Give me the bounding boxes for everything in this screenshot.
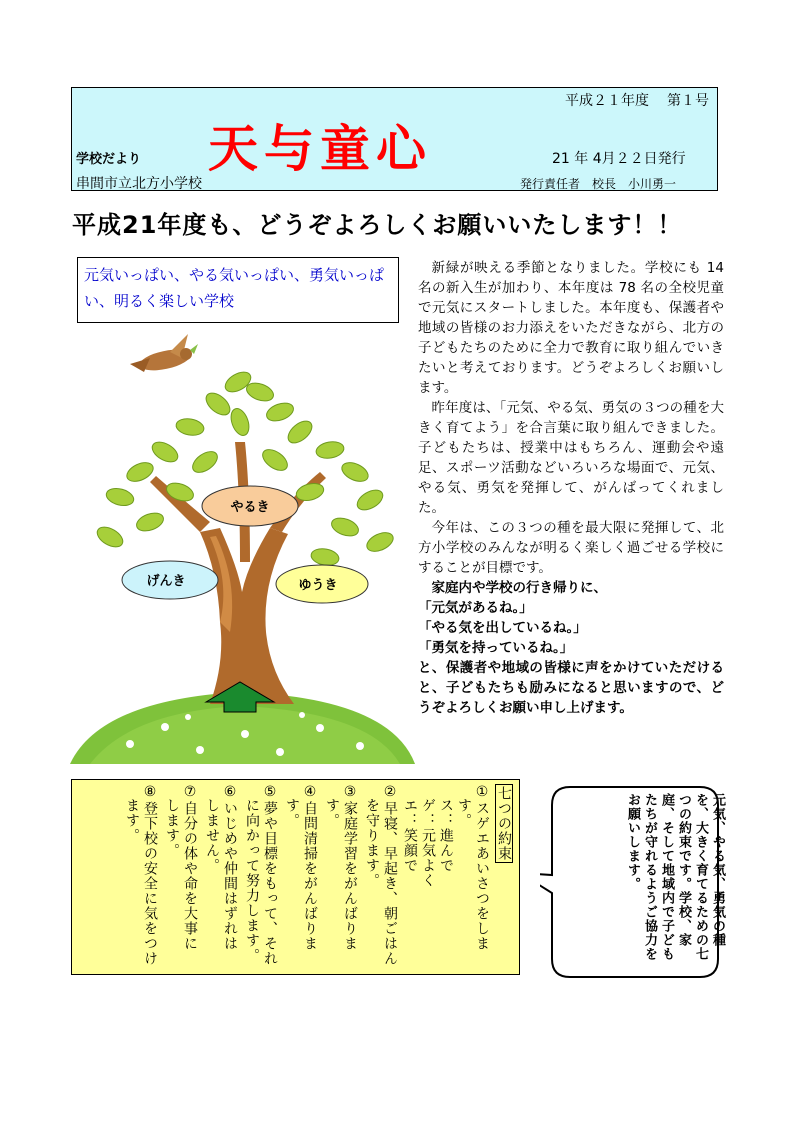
tree-label-yaruki [202, 486, 298, 526]
paragraph-5: と、保護者や地域の皆様に声をかけていただけると、子どもたちも励みになると思いますので、どうぞよろしくお願い申し上げます。 [418, 660, 724, 716]
promise-1-line-2: す。 [456, 798, 472, 828]
greeting-article [418, 258, 724, 718]
fiscal-year: 平成２１年度 [565, 93, 649, 109]
promise-2-line-2: を守ります。 [364, 798, 380, 888]
promise-3-line-1: ③家庭学習をがんばりま [342, 784, 358, 951]
publish-date: 21 年 4月２２日発行 [552, 151, 686, 167]
promise-4-line-2: す。 [284, 798, 300, 828]
promise-8-line-1: ⑧登下校の安全に気をつけ [142, 784, 158, 966]
tree-label-yuuki [276, 565, 368, 603]
promise-2-line-1: ②早寝、早起き、朝ごはん [382, 784, 398, 966]
issuer-name: 小川勇一 [628, 177, 677, 191]
bird-icon [130, 334, 198, 374]
promises-title: 七つの約束 [496, 786, 512, 861]
svg-text:ゆうき: ゆうき [298, 578, 338, 593]
paragraph-4: 家庭内や学校の行き帰りに、 [431, 580, 607, 596]
newsletter-label: 学校だより [76, 152, 142, 167]
promise-1-line-4: ゲ：元気よく [420, 798, 436, 888]
school-name: 串間市立北方小学校 [76, 176, 202, 192]
paragraph-3: 今年は、この３つの種を最大限に発揮して、北方小学校のみんなが明るく楽しく過ごせる学校にすることが目標です。 [418, 520, 724, 576]
promise-7-line-2: します。 [164, 798, 180, 858]
promise-8-line-2: ます。 [124, 798, 140, 843]
quote-yaruki: 「やる気を出しているね。」 [418, 620, 587, 636]
promise-5-line-2: に向かって努力します。 [244, 798, 260, 963]
slogan-box: 元気いっぱい、やる気いっぱい、勇気いっぱい、明るく楽しい学校 [77, 257, 399, 323]
svg-text:げんき: げんき [146, 574, 186, 589]
quote-yuuki: 「勇気を持っているね。」 [418, 640, 574, 656]
issuer-info [520, 175, 676, 192]
page-headline: 平成21年度も、どうぞよろしくお願いいたします！！ [72, 211, 683, 239]
paragraph-2: 昨年度は、「元気、やる気、勇気の３つの種を大きく育てよう」を合言葉に取り組んできました。子どもたちは、授業中はもちろん、運動会や遠足、スポーツ活動などいろいろな場面で、元気、やる気、勇気を発揮して、がんばってくれました。 [418, 400, 724, 516]
promise-6-line-2: しません。 [204, 798, 220, 873]
tree-label-genki [122, 561, 218, 599]
newsletter-header [71, 87, 718, 191]
promise-4-line-1: ④自問清掃をがんばりま [302, 784, 318, 951]
quote-genki: 「元気があるね。」 [418, 600, 533, 616]
issuer-role: 発行責任者 [520, 177, 581, 191]
newsletter-title: 天与童心 [208, 119, 432, 178]
promise-3-line-2: す。 [324, 798, 340, 828]
promise-6-line-1: ⑥いじめや仲間はずれは [222, 784, 238, 951]
issue-number: 第１号 [667, 93, 709, 109]
issue-info [547, 90, 709, 110]
issuer-title: 校長 [592, 177, 617, 191]
seven-promises-box [71, 779, 520, 975]
svg-text:やるき: やるき [230, 500, 270, 515]
tree-illustration [70, 332, 415, 764]
promise-7-line-1: ⑦自分の体や命を大事に [182, 784, 198, 951]
promise-1-line-3: ス：進んで [438, 798, 454, 873]
promise-1-line-1: ①スゲエあいさつをしま [474, 784, 490, 951]
promise-1-line-5: エ：笑顔で [402, 798, 418, 873]
callout-text: 元気、やる気、勇気の種を、大きく育てるための七つの約束です。学校、家庭、そして地域内で子どもたちが守れるようご協力をお願いします。 [625, 793, 725, 961]
paragraph-1: 新緑が映える季節となりました。学校にも 14 名の新入生が加わり、本年度は 78 名の全校児童で元気にスタートしました。本年度も、保護者や地域の皆様のお力添えをいただきながら、北方の子どもたちのために全力で教育に取り組んでいきたいと考えております。どうぞよろしくお願いします。 [418, 260, 724, 396]
promise-5-line-1: ⑤夢や目標をもって、それ [262, 784, 278, 966]
